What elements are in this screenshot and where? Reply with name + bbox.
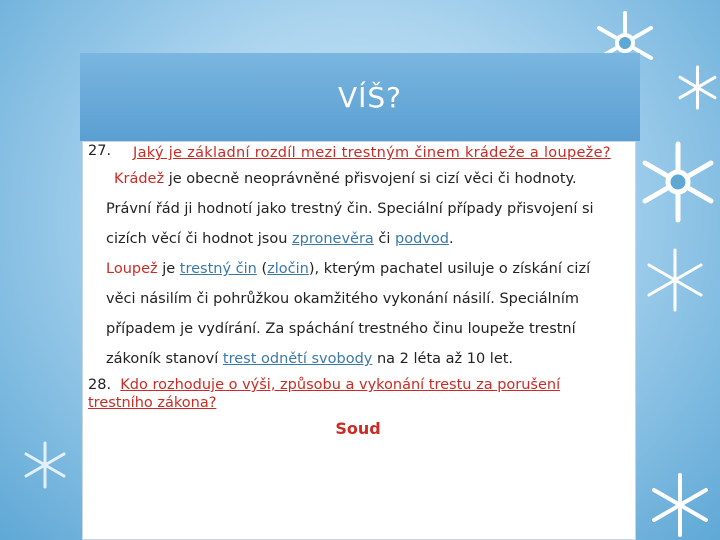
text-segment: cizích věcí či hodnot jsou (106, 231, 293, 247)
snowflake-icon (645, 470, 715, 540)
snowflake-icon (640, 245, 710, 315)
text-segment: ), kterým pachatel usiluje o získání cizí (308, 261, 591, 277)
term-kradez: Krádež (114, 171, 165, 187)
question-number: 28. (88, 377, 112, 393)
paragraph-cizich-veci (88, 230, 628, 248)
text-segment: zákoník stanoví (106, 351, 223, 367)
paragraph-pravni-rad: Právní řád ji hodnotí jako trestný čin. Speciální případy přisvojení si (106, 201, 594, 217)
paragraph-trest (88, 350, 628, 368)
title-bar (80, 53, 640, 141)
snowflake-icon (20, 440, 70, 490)
question-text: Jaký je základní rozdíl mezi trestným činem krádeže a loupeže? (133, 145, 611, 161)
text-segment: či (373, 231, 396, 247)
link-trestny-cin[interactable]: trestný čin (179, 261, 257, 277)
text-segment: . (448, 231, 454, 247)
snowflake-icon (636, 140, 720, 224)
snowflake-icon (675, 65, 720, 110)
paragraph-kradez (88, 170, 628, 188)
slide-content (88, 142, 628, 438)
question-28 (88, 376, 628, 412)
question-text: Kdo rozhoduje o výši, způsobu a vykonání trestu za porušení trestního zákona? (88, 377, 561, 411)
text-segment: ( (256, 261, 268, 277)
question-number: 27. (88, 143, 112, 159)
paragraph-vydirani: případem je vydírání. Za spáchání trestného činu loupeže trestní (106, 321, 576, 337)
link-trest-odneti-svobody[interactable]: trest odnětí svobody (222, 351, 373, 367)
paragraph-loupez (88, 260, 628, 278)
paragraph-nasilim: věci násilím či pohrůžkou okamžitého vykonání násilí. Speciálním (106, 291, 580, 307)
text-segment: je obecně neoprávněné přisvojení si cizí věci či hodnoty. (164, 171, 577, 187)
text-segment: je (157, 261, 180, 277)
link-zlocin[interactable]: zločin (267, 261, 309, 277)
term-loupez: Loupež (106, 261, 158, 277)
link-podvod[interactable]: podvod (395, 231, 449, 247)
text-segment: na 2 léta až 10 let. (372, 351, 514, 367)
link-zpronevera[interactable]: zpronevěra (292, 231, 374, 247)
question-27 (88, 142, 628, 164)
page-title: VÍŠ? (337, 80, 403, 114)
answer-soud: Soud (335, 419, 381, 438)
